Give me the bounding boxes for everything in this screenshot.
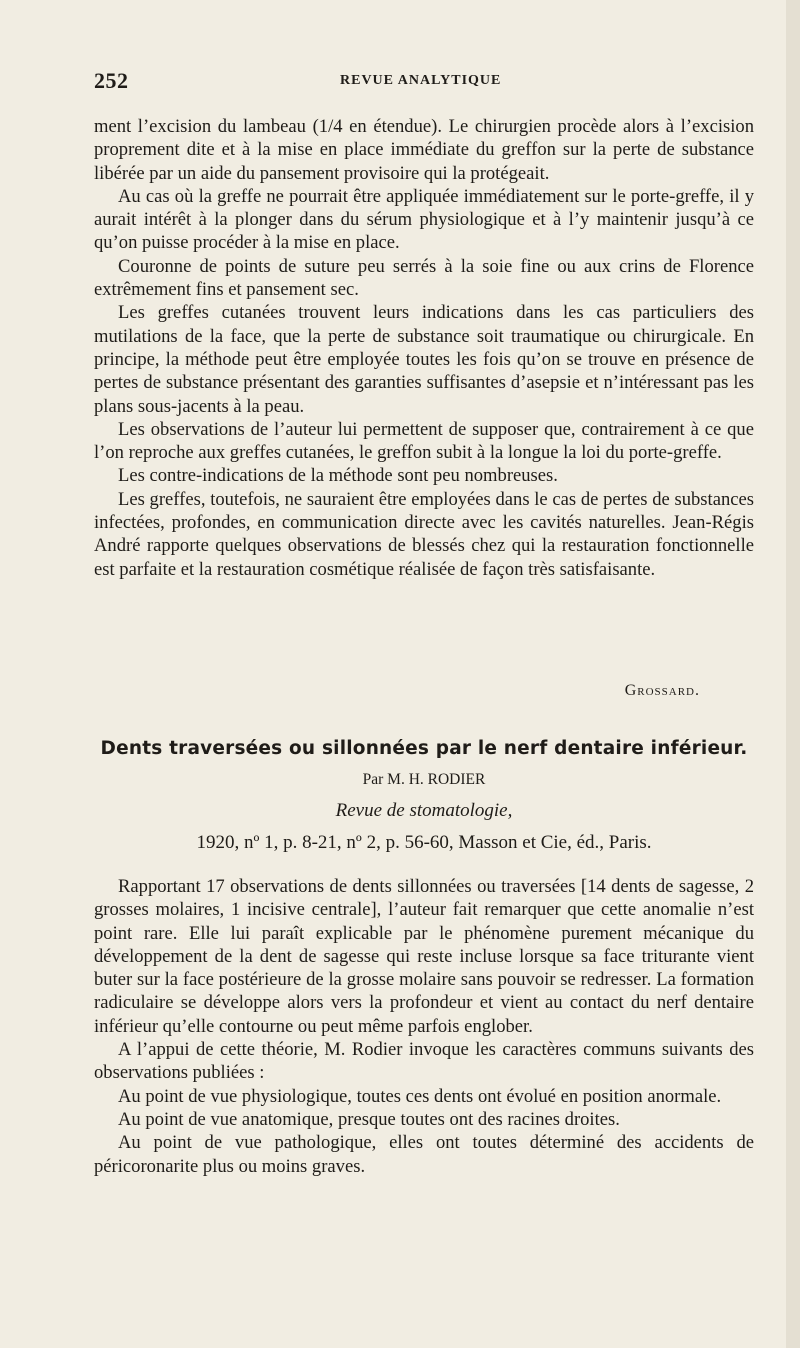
paragraph: Au point de vue physiologique, toutes ces dents ont évolué en position anormale.	[118, 1085, 722, 1107]
reviewer-signature: Grossard.	[624, 682, 700, 699]
paragraph: Couronne de points de suture peu serrés à la soie fine ou aux crins de Florence extrêmement fins et pansement sec.	[94, 255, 754, 301]
paragraph: Les greffes, toutefois, ne sauraient être employées dans le cas de pertes de substances infectées, profondes, en communication directe avec les cavités naturelles. Jean-Régis André rapporte quelques observations de blessés chez qui la restauration fonctionnelle est parfaite et la restauration cosmétique réalisée de façon très satisfaisante.	[94, 488, 754, 580]
paragraph: Les contre-indications de la méthode sont peu nombreuses.	[118, 465, 558, 487]
journal-name: Revue de stomatologie,	[335, 800, 513, 821]
paragraph: Au point de vue anatomique, presque toutes ont des racines droites.	[118, 1108, 620, 1130]
running-title: REVUE ANALYTIQUE	[340, 73, 502, 88]
paragraph: Au point de vue pathologique, elles ont toutes déterminé des accidents de péricoronarite plus ou moins graves.	[94, 1132, 754, 1177]
paragraph: A l’appui de cette théorie, M. Rodier invoque les caractères communs suivants des observations publiées :	[94, 1039, 754, 1084]
paragraph: Au cas où la greffe ne pourrait être appliquée immédiatement sur le porte-greffe, il y aurait intérêt à la plonger dans du sérum physiologique et à l’y maintenir jusqu’à ce qu’on puisse procéder à la mise en place.	[94, 185, 754, 254]
paragraph: Les greffes cutanées trouvent leurs indications dans les cas particuliers des mutilations de la face, que la perte de substance soit traumatique ou chirurgicale. En principe, la méthode peut être employée toutes les fois qu’on se trouve en présence de pertes de substance présentant des garanties suffisantes d’asepsie et n’intéressant pas les plans sous-jacents à la peau.	[94, 302, 754, 417]
article-author: Par M. H. RODIER	[362, 771, 486, 788]
paragraph: Rapportant 17 observations de dents sillonnées ou traversées [14 dents de sagesse, 2 grosses molaires, 1 incisive centrale], l’auteur fait remarquer que cette anomalie n’est point rare. Elle lui paraît explicable par le phénomène purement mécanique du développement de la dent de sagesse qui reste incluse lorsque sa face triturante vient buter sur la face postérieure de la grosse molaire sans pouvoir se redresser. La formation radiculaire se développe alors vers la profondeur et vient au contact du nerf dentaire inférieur qu’elle contourne ou peut même parfois englober.	[94, 876, 754, 1037]
paragraph: ment l’excision du lambeau (1/4 en étendue). Le chirurgien procède alors à l’excision proprement dite et à la mise en place immédiate du greffon sur la perte de substance libérée par un aide du pansement provisoire qui la protégeait.	[94, 116, 754, 184]
page-edge	[786, 0, 800, 1348]
article-title: Dents traversées ou sillonnées par le nerf dentaire inférieur.	[100, 738, 748, 759]
page-header	[94, 68, 754, 98]
previous-review-text	[94, 115, 754, 581]
journal-citation: 1920, nº 1, p. 8-21, nº 2, p. 56-60, Masson et Cie, éd., Paris.	[196, 832, 652, 853]
paragraph: Les observations de l’auteur lui permettent de supposer que, contrairement à ce que l’on reproche aux greffes cutanées, le greffon subit à la longue la loi du porte-greffe.	[94, 418, 754, 464]
article-review-text	[94, 875, 754, 1178]
page-number: 252	[94, 68, 129, 93]
